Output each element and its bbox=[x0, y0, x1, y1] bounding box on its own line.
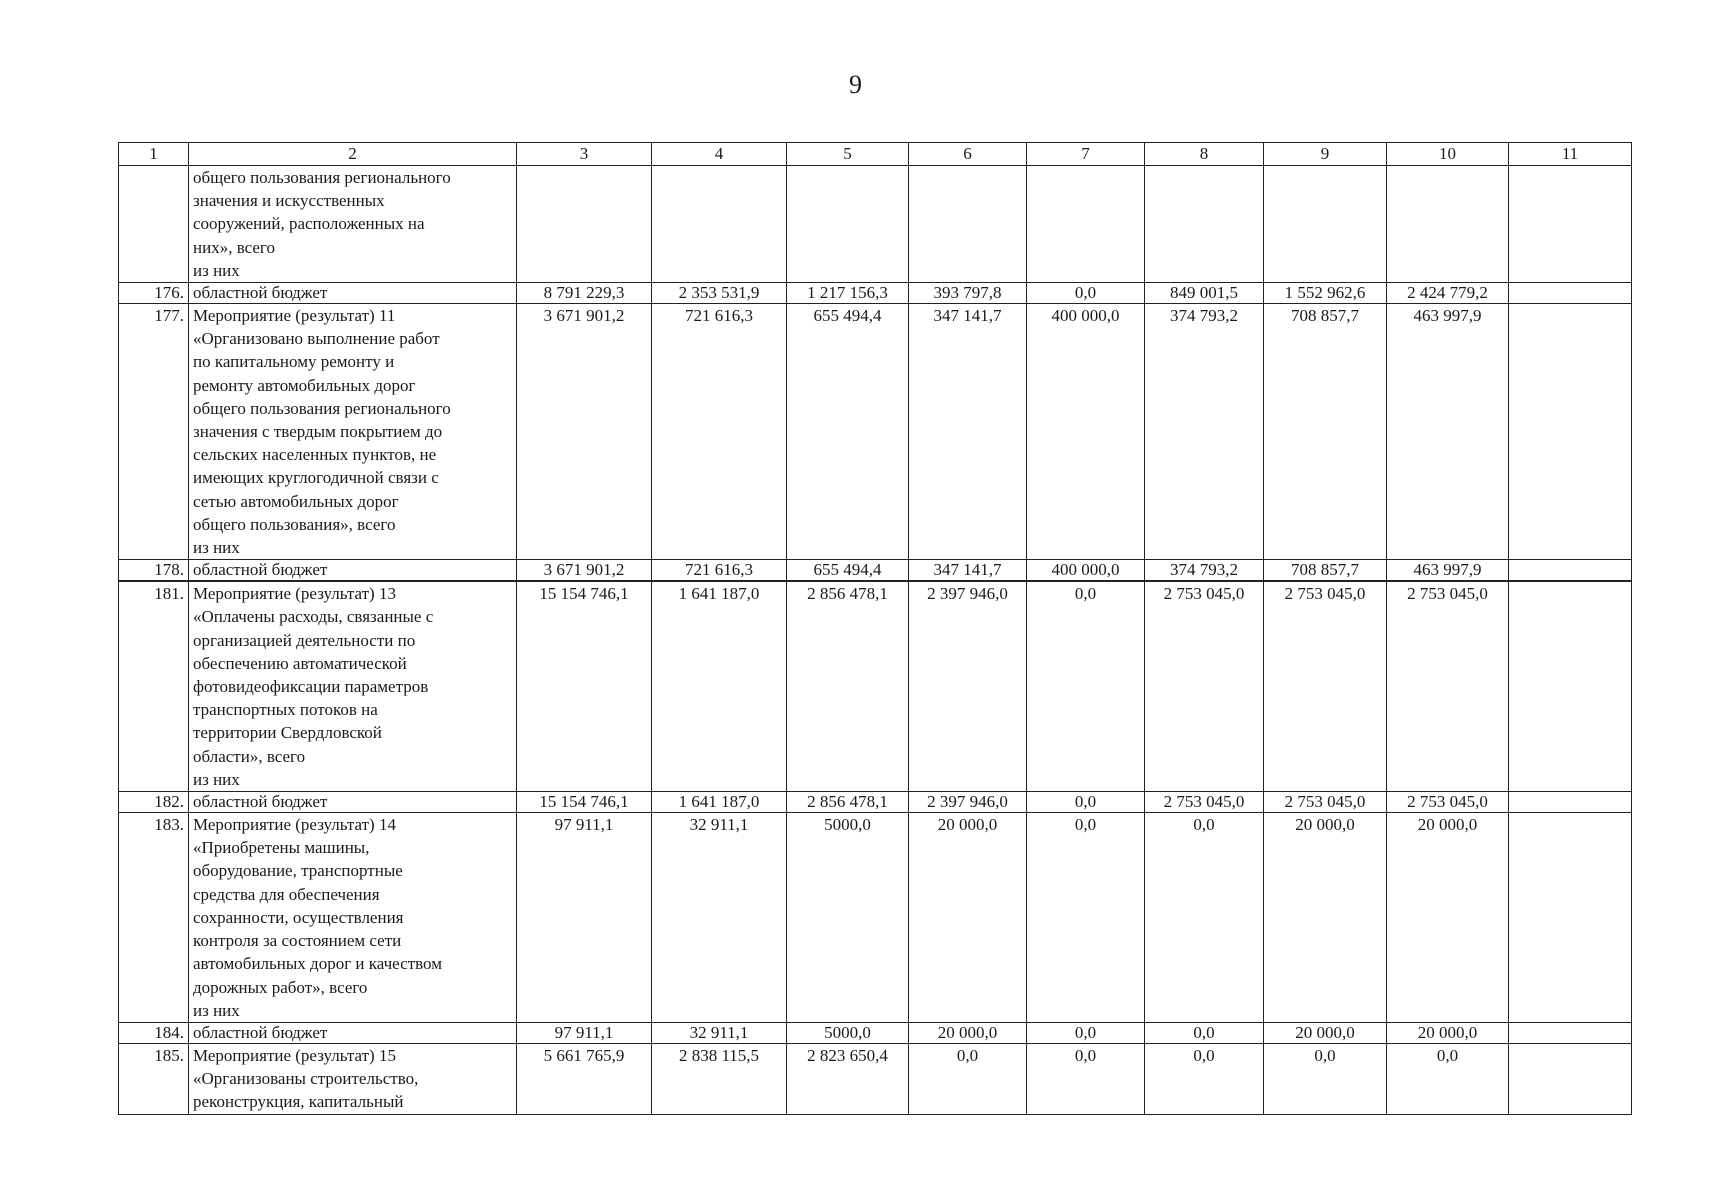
value-cell: 2 753 045,0 bbox=[1387, 581, 1509, 791]
description-line: обеспечению автоматической bbox=[193, 653, 407, 673]
value-cell: 463 997,9 bbox=[1387, 560, 1509, 582]
row-number: 185. bbox=[119, 1043, 189, 1114]
value-cell bbox=[1509, 1043, 1632, 1114]
table-row bbox=[119, 792, 1632, 813]
value-cell: 0,0 bbox=[1027, 1043, 1145, 1114]
value-cell bbox=[1509, 792, 1632, 813]
value-cell: 463 997,9 bbox=[1387, 304, 1509, 560]
column-header: 6 bbox=[909, 143, 1027, 166]
row-number: 178. bbox=[119, 560, 189, 582]
value-cell: 5000,0 bbox=[787, 1022, 909, 1043]
value-cell bbox=[1509, 166, 1632, 283]
value-cell: 2 856 478,1 bbox=[787, 792, 909, 813]
value-cell: 400 000,0 bbox=[1027, 560, 1145, 582]
description-line: «Организованы строительство, bbox=[193, 1069, 419, 1089]
description-line: транспортных потоков на bbox=[193, 700, 378, 720]
description-line: «Организовано выполнение работ bbox=[193, 329, 440, 349]
value-cell bbox=[1509, 813, 1632, 1023]
description-line: из них bbox=[193, 769, 240, 789]
row-number: 181. bbox=[119, 581, 189, 791]
description-line: «Приобретены машины, bbox=[193, 838, 370, 858]
value-cell: 0,0 bbox=[1027, 813, 1145, 1023]
column-header: 1 bbox=[119, 143, 189, 166]
value-cell bbox=[1509, 304, 1632, 560]
value-cell: 1 552 962,6 bbox=[1264, 283, 1387, 304]
table-row bbox=[119, 560, 1632, 582]
table-row bbox=[119, 813, 1632, 1023]
description-line: сохранности, осуществления bbox=[193, 907, 404, 927]
value-cell: 2 753 045,0 bbox=[1264, 581, 1387, 791]
column-header: 9 bbox=[1264, 143, 1387, 166]
table-row bbox=[119, 166, 1632, 283]
value-cell: 2 823 650,4 bbox=[787, 1043, 909, 1114]
description-line: автомобильных дорог и качеством bbox=[193, 954, 442, 974]
description-line: дорожных работ», всего bbox=[193, 977, 368, 997]
value-cell: 20 000,0 bbox=[1387, 1022, 1509, 1043]
value-cell: 97 911,1 bbox=[517, 1022, 652, 1043]
page-number: 9 bbox=[849, 70, 862, 99]
description-line: сетью автомобильных дорог bbox=[193, 491, 399, 511]
description-line: области», всего bbox=[193, 746, 306, 766]
description-line: реконструкция, капитальный bbox=[193, 1092, 404, 1112]
description-line: из них bbox=[193, 538, 240, 558]
value-cell bbox=[787, 166, 909, 283]
description-line: из них bbox=[193, 260, 240, 280]
description-line: ремонту автомобильных дорог bbox=[193, 375, 416, 395]
value-cell: 15 154 746,1 bbox=[517, 581, 652, 791]
value-cell: 97 911,1 bbox=[517, 813, 652, 1023]
value-cell: 8 791 229,3 bbox=[517, 283, 652, 304]
value-cell: 721 616,3 bbox=[652, 560, 787, 582]
column-header: 7 bbox=[1027, 143, 1145, 166]
row-description bbox=[189, 792, 517, 813]
value-cell: 2 424 779,2 bbox=[1387, 283, 1509, 304]
value-cell: 400 000,0 bbox=[1027, 304, 1145, 560]
description-line: общего пользования регионального bbox=[193, 398, 451, 418]
description-line: контроля за состоянием сети bbox=[193, 931, 402, 951]
value-cell: 0,0 bbox=[1027, 1022, 1145, 1043]
value-cell: 721 616,3 bbox=[652, 304, 787, 560]
row-description bbox=[189, 813, 517, 1023]
row-number: 176. bbox=[119, 283, 189, 304]
value-cell: 2 753 045,0 bbox=[1145, 792, 1264, 813]
table-row bbox=[119, 1022, 1632, 1043]
table-body bbox=[119, 166, 1632, 1115]
value-cell: 5000,0 bbox=[787, 813, 909, 1023]
value-cell bbox=[1509, 560, 1632, 582]
table-row bbox=[119, 283, 1632, 304]
table-row bbox=[119, 1043, 1632, 1114]
value-cell: 2 397 946,0 bbox=[909, 792, 1027, 813]
description-line: областной бюджет bbox=[193, 560, 328, 580]
value-cell: 20 000,0 bbox=[909, 1022, 1027, 1043]
table-row bbox=[119, 304, 1632, 560]
row-number bbox=[119, 166, 189, 283]
value-cell: 20 000,0 bbox=[1264, 1022, 1387, 1043]
value-cell bbox=[652, 166, 787, 283]
value-cell: 2 753 045,0 bbox=[1264, 792, 1387, 813]
value-cell: 0,0 bbox=[1264, 1043, 1387, 1114]
value-cell: 708 857,7 bbox=[1264, 304, 1387, 560]
value-cell: 347 141,7 bbox=[909, 560, 1027, 582]
value-cell: 20 000,0 bbox=[1387, 813, 1509, 1023]
value-cell: 0,0 bbox=[1145, 813, 1264, 1023]
description-line: областной бюджет bbox=[193, 283, 328, 303]
description-line: по капитальному ремонту и bbox=[193, 352, 395, 372]
row-description bbox=[189, 1043, 517, 1114]
value-cell: 2 838 115,5 bbox=[652, 1043, 787, 1114]
value-cell: 0,0 bbox=[1145, 1043, 1264, 1114]
value-cell: 0,0 bbox=[1027, 581, 1145, 791]
value-cell bbox=[1387, 166, 1509, 283]
description-line: имеющих круглогодичной связи с bbox=[193, 468, 439, 488]
value-cell: 849 001,5 bbox=[1145, 283, 1264, 304]
description-line: общего пользования регионального bbox=[193, 168, 451, 187]
value-cell: 3 671 901,2 bbox=[517, 304, 652, 560]
value-cell: 1 641 187,0 bbox=[652, 581, 787, 791]
description-line: «Оплачены расходы, связанные с bbox=[193, 607, 434, 627]
column-header: 4 bbox=[652, 143, 787, 166]
description-line: значения и искусственных bbox=[193, 191, 385, 211]
value-cell: 2 856 478,1 bbox=[787, 581, 909, 791]
value-cell: 20 000,0 bbox=[1264, 813, 1387, 1023]
description-line: фотовидеофиксации параметров bbox=[193, 677, 429, 697]
value-cell bbox=[1027, 166, 1145, 283]
value-cell bbox=[1264, 166, 1387, 283]
row-number: 182. bbox=[119, 792, 189, 813]
value-cell: 374 793,2 bbox=[1145, 560, 1264, 582]
header-row bbox=[119, 143, 1632, 166]
row-number: 183. bbox=[119, 813, 189, 1023]
value-cell: 0,0 bbox=[1027, 792, 1145, 813]
value-cell bbox=[909, 166, 1027, 283]
table-row bbox=[119, 581, 1632, 791]
column-header: 3 bbox=[517, 143, 652, 166]
value-cell: 3 671 901,2 bbox=[517, 560, 652, 582]
description-line: областной бюджет bbox=[193, 1022, 328, 1042]
value-cell bbox=[1509, 1022, 1632, 1043]
description-line: Мероприятие (результат) 14 bbox=[193, 815, 396, 835]
value-cell: 655 494,4 bbox=[787, 560, 909, 582]
value-cell: 374 793,2 bbox=[1145, 304, 1264, 560]
description-line: Мероприятие (результат) 15 bbox=[193, 1045, 396, 1065]
row-description bbox=[189, 581, 517, 791]
value-cell: 15 154 746,1 bbox=[517, 792, 652, 813]
column-header: 2 bbox=[189, 143, 517, 166]
description-line: территории Свердловской bbox=[193, 723, 382, 743]
description-line: областной бюджет bbox=[193, 792, 328, 812]
description-line: оборудование, транспортные bbox=[193, 861, 403, 881]
value-cell: 0,0 bbox=[1027, 283, 1145, 304]
budget-table bbox=[118, 142, 1632, 1115]
column-header: 5 bbox=[787, 143, 909, 166]
value-cell: 2 753 045,0 bbox=[1145, 581, 1264, 791]
description-line: из них bbox=[193, 1000, 240, 1020]
row-description bbox=[189, 560, 517, 582]
description-line: организацией деятельности по bbox=[193, 630, 416, 650]
value-cell: 0,0 bbox=[1145, 1022, 1264, 1043]
value-cell: 655 494,4 bbox=[787, 304, 909, 560]
column-header: 10 bbox=[1387, 143, 1509, 166]
description-line: Мероприятие (результат) 11 bbox=[193, 306, 396, 326]
column-header: 11 bbox=[1509, 143, 1632, 166]
value-cell bbox=[517, 166, 652, 283]
row-description bbox=[189, 166, 517, 283]
description-line: общего пользования», всего bbox=[193, 514, 396, 534]
description-line: сооружений, расположенных на bbox=[193, 214, 425, 234]
value-cell: 0,0 bbox=[909, 1043, 1027, 1114]
value-cell bbox=[1509, 283, 1632, 304]
value-cell: 2 353 531,9 bbox=[652, 283, 787, 304]
description-line: средства для обеспечения bbox=[193, 884, 380, 904]
value-cell: 393 797,8 bbox=[909, 283, 1027, 304]
value-cell: 32 911,1 bbox=[652, 1022, 787, 1043]
row-number: 184. bbox=[119, 1022, 189, 1043]
value-cell bbox=[1509, 581, 1632, 791]
value-cell: 0,0 bbox=[1387, 1043, 1509, 1114]
description-line: них», всего bbox=[193, 237, 275, 257]
value-cell: 32 911,1 bbox=[652, 813, 787, 1023]
value-cell: 2 397 946,0 bbox=[909, 581, 1027, 791]
row-number: 177. bbox=[119, 304, 189, 560]
value-cell: 347 141,7 bbox=[909, 304, 1027, 560]
value-cell: 2 753 045,0 bbox=[1387, 792, 1509, 813]
value-cell bbox=[1145, 166, 1264, 283]
value-cell: 20 000,0 bbox=[909, 813, 1027, 1023]
value-cell: 708 857,7 bbox=[1264, 560, 1387, 582]
description-line: значения с твердым покрытием до bbox=[193, 422, 443, 442]
value-cell: 1 641 187,0 bbox=[652, 792, 787, 813]
column-header: 8 bbox=[1145, 143, 1264, 166]
row-description bbox=[189, 304, 517, 560]
row-description bbox=[189, 283, 517, 304]
value-cell: 1 217 156,3 bbox=[787, 283, 909, 304]
row-description bbox=[189, 1022, 517, 1043]
description-line: сельских населенных пунктов, не bbox=[193, 445, 437, 465]
value-cell: 5 661 765,9 bbox=[517, 1043, 652, 1114]
description-line: Мероприятие (результат) 13 bbox=[193, 584, 396, 604]
